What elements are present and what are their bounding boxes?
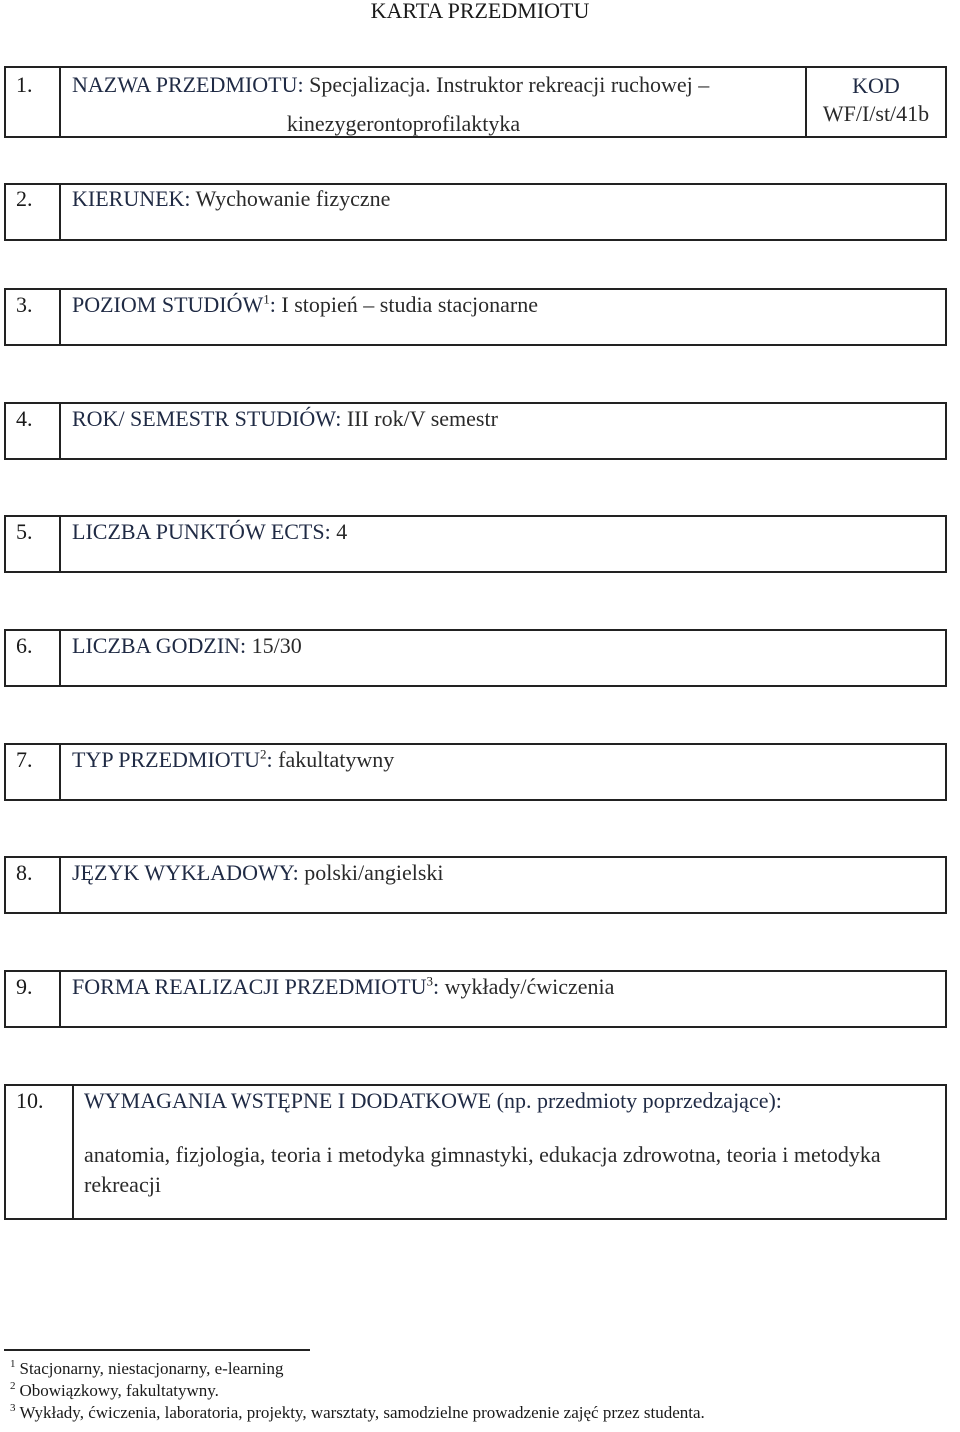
field-label: WYMAGANIA WSTĘPNE I DODATKOWE (np. przedmioty poprzedzające): bbox=[84, 1088, 782, 1113]
footnote-item bbox=[10, 1380, 705, 1402]
field-value: polski/angielski bbox=[304, 860, 444, 885]
row-number: 3. bbox=[6, 290, 61, 344]
code-value: WF/I/st/41b bbox=[822, 101, 930, 126]
page-title: KARTA PRZEDMIOTU bbox=[370, 0, 590, 23]
field-value: III rok/V semestr bbox=[346, 406, 498, 431]
row-number: 2. bbox=[6, 185, 61, 239]
field-value: 15/30 bbox=[251, 633, 302, 658]
row-content bbox=[72, 290, 945, 320]
row-content bbox=[72, 972, 945, 1002]
row-number: 4. bbox=[6, 404, 61, 458]
footnote-number: 2 bbox=[10, 1380, 16, 1393]
field-value: Specjalizacja. Instruktor rekreacji ruchowej – bbox=[309, 72, 710, 97]
footnote-divider bbox=[4, 1349, 310, 1351]
footnote-ref: 1 bbox=[263, 291, 270, 307]
row-kierunek bbox=[4, 183, 947, 241]
code-cell bbox=[805, 68, 945, 136]
field-label: JĘZYK WYKŁADOWY: bbox=[72, 860, 299, 885]
row-poziom-studiow bbox=[4, 288, 947, 346]
row-content bbox=[72, 517, 945, 547]
row-content bbox=[72, 68, 805, 139]
field-value: wykłady/ćwiczenia bbox=[444, 974, 615, 999]
field-label: LICZBA GODZIN: bbox=[72, 633, 247, 658]
footnote-text: Obowiązkowy, fakultatywny. bbox=[19, 1381, 219, 1400]
code-label: KOD bbox=[852, 73, 900, 98]
row-number: 5. bbox=[6, 517, 61, 571]
row-number: 7. bbox=[6, 745, 61, 799]
row-forma-realizacji bbox=[4, 970, 947, 1028]
row-jezyk-wykladowy bbox=[4, 856, 947, 914]
field-label: ROK/ SEMESTR STUDIÓW: bbox=[72, 406, 342, 431]
field-label: NAZWA PRZEDMIOTU: bbox=[72, 72, 304, 97]
field-value: I stopień – studia stacjonarne bbox=[281, 292, 538, 317]
row-number: 10. bbox=[6, 1086, 74, 1218]
field-colon: : bbox=[269, 292, 276, 317]
row-content bbox=[72, 631, 945, 661]
footnotes bbox=[10, 1358, 705, 1424]
row-number: 6. bbox=[6, 631, 61, 685]
footnote-item bbox=[10, 1402, 705, 1424]
field-value-continued: kinezygerontoprofilaktyka bbox=[286, 111, 521, 136]
row-wymagania-wstepne bbox=[4, 1084, 947, 1220]
field-value: 4 bbox=[336, 519, 348, 544]
row-punkty-ects bbox=[4, 515, 947, 573]
field-value: anatomia, fizjologia, teoria i metodyka gimnastyki, edukacja zdrowotna, teoria i metodyka rekreacji bbox=[84, 1142, 881, 1197]
field-colon: : bbox=[266, 747, 273, 772]
row-liczba-godzin bbox=[4, 629, 947, 687]
row-content bbox=[72, 404, 945, 434]
row-number: 9. bbox=[6, 972, 61, 1026]
field-label: POZIOM STUDIÓW bbox=[72, 292, 264, 317]
footnote-item bbox=[10, 1358, 705, 1380]
footnote-text: Wykłady, ćwiczenia, laboratoria, projekty, warsztaty, samodzielne prowadzenie zajęć przez studenta. bbox=[19, 1403, 705, 1422]
field-label: FORMA REALIZACJI PRZEDMIOTU bbox=[72, 974, 427, 999]
row-rok-semestr bbox=[4, 402, 947, 460]
field-colon: : bbox=[432, 974, 440, 999]
footnote-ref: 3 bbox=[426, 973, 433, 989]
field-label: TYP PRZEDMIOTU bbox=[72, 747, 261, 772]
row-number: 8. bbox=[6, 858, 61, 912]
footnote-number: 3 bbox=[10, 1402, 16, 1415]
row-content bbox=[72, 185, 945, 213]
footnote-ref: 2 bbox=[260, 746, 267, 762]
row-nazwa-przedmiotu bbox=[4, 66, 947, 138]
field-value: Wychowanie fizyczne bbox=[195, 186, 391, 211]
field-label: KIERUNEK: bbox=[72, 186, 191, 211]
footnote-number: 1 bbox=[10, 1358, 16, 1371]
row-content bbox=[72, 858, 945, 888]
field-label: LICZBA PUNKTÓW ECTS: bbox=[72, 519, 331, 544]
row-typ-przedmiotu bbox=[4, 743, 947, 801]
row-content bbox=[84, 1086, 937, 1200]
row-content bbox=[72, 745, 945, 775]
field-value: fakultatywny bbox=[278, 747, 395, 772]
row-number: 1. bbox=[6, 68, 61, 136]
footnote-text: Stacjonarny, niestacjonarny, e-learning bbox=[19, 1359, 284, 1378]
